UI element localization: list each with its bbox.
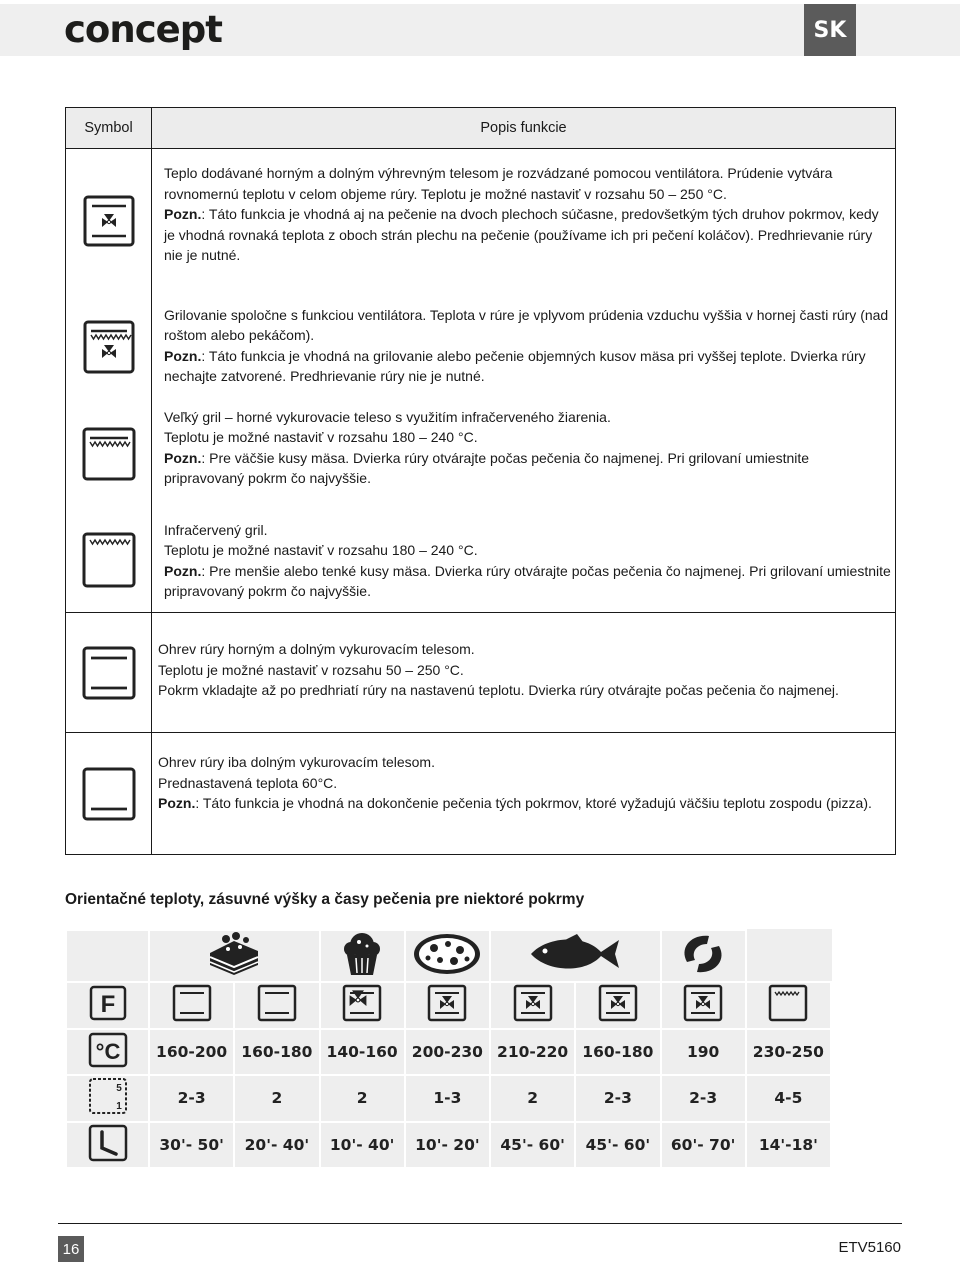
time-value: 45'- 60' [490,1122,575,1169]
description-note [164,204,891,266]
fish-icon [527,934,623,974]
row-label-cell [66,1075,149,1122]
shelf-level-value: 2-3 [149,1075,234,1122]
pizza-icon [412,932,482,976]
description-text: Ohrev rúry iba dolným vykurovacím telesom. [158,754,435,770]
description-text: Ohrev rúry horným a dolným vykurovacím telesom. [158,641,475,657]
shelf-level-value: 2 [320,1075,405,1122]
temperature-value: 200-230 [405,1029,490,1076]
food-cell [661,930,746,982]
function-row [66,508,896,613]
brand-logo: concept [64,8,222,51]
description-cell [152,733,896,855]
oven-fan-top-bottom-heat-icon [513,984,553,1022]
time-value: 60'- 70' [661,1122,746,1169]
oven-large-grill-icon [81,426,137,482]
function-f-label: F [100,991,115,1019]
description-cell [152,508,896,613]
food-icons-row [66,930,831,982]
food-cell [149,930,320,982]
corner-cell [66,930,149,982]
row-label-cell [66,1122,149,1169]
oven-fan-top-bottom-heat-icon [683,984,723,1022]
muffin-icon [337,931,387,977]
oven-top-bottom-heat-icon [172,984,212,1022]
sausage-icon [675,932,731,976]
oven-infrared-grill-icon [81,531,137,589]
shelf-level-icon [88,1077,128,1115]
shelf-level-value: 2 [234,1075,319,1122]
shelf-level-row [66,1075,831,1122]
time-value: 14'-18' [746,1122,831,1169]
description-text: Grilovanie spoločne s funkciou ventilátora. Teplota v rúre je vplyvom prúdenia vzduchu vyššia v hornej časti rúry (nad roštom alebo pekáčom). [164,306,889,344]
function-icon-cell [575,982,660,1029]
description-text: Infračervený gril. [164,521,268,538]
function-icon-cell [234,982,319,1029]
symbol-cell [66,149,152,293]
function-f-icon [89,985,127,1021]
shelf-bottom-label: 1 [115,1101,122,1113]
time-value: 10'- 40' [320,1122,405,1169]
language-badge: SK [804,4,856,56]
section-title: Orientačné teploty, zásuvné výšky a časy pečenia pre niektoré pokrmy [65,891,585,908]
shelf-level-value: 4-5 [746,1075,831,1122]
function-row [66,149,896,293]
description-cell [152,613,896,733]
row-label-cell [66,982,149,1029]
shelf-level-value: 2-3 [661,1075,746,1122]
note-text: : Táto funkcia je vhodná aj na pečenie na dvoch plechoch súčasne, predovšetkým tých druhov pokrmov, kedy je vhodná rovnaká teplota z oboch strán plechu na pečenie (používame ich pri pečení koláčov). Predhrievanie rúry nie je nutné. [164,206,879,264]
function-row [66,401,896,508]
temperature-row [66,1029,831,1076]
function-icon-cell [661,982,746,1029]
layer-cake-icon [204,931,264,977]
temperature-value: 230-250 [746,1029,831,1076]
description-note [158,793,891,814]
shelf-level-value: 2-3 [575,1075,660,1122]
note-label: Pozn. [158,795,196,812]
function-icon-cell [405,982,490,1029]
temperature-value: 160-180 [234,1029,319,1076]
oven-top-bottom-heat-icon [81,645,137,701]
temperature-value: 160-180 [575,1029,660,1076]
function-row [66,733,896,855]
time-row [66,1122,831,1169]
symbol-cell [66,613,152,733]
description-text: Teplo dodávané horným a dolným výhrevným telesom je rozvádzané pomocou ventilátora. Prúdenie vytvára rovnomernú teplotu v celom objeme rúry. Teplotu je možné nastaviť v rozsahu 50 – 250 °C. [164,165,833,202]
oven-fan-top-bottom-heat-icon [82,194,136,248]
clock-time-icon [88,1124,128,1162]
time-value: 20'- 40' [234,1122,319,1169]
note-text: : Táto funkcia je vhodná na dokončenie pečenia tých pokrmov, ktoré vyžadujú väčšiu teplotu zospodu (pizza). [195,795,872,812]
shelf-level-value: 2 [490,1075,575,1122]
description-text: Veľký gril – horné vykurovacie teleso s využitím infračerveného žiarenia. [164,408,611,425]
function-icon-cell [490,982,575,1029]
note-label: Pozn. [164,347,202,364]
description-text: Teplotu je možné nastaviť v rozsahu 180 – 240 °C. [164,542,478,559]
temperature-label: °C [95,1038,120,1064]
oven-infrared-grill-icon [768,984,808,1022]
oven-bottom-heat-icon [81,766,137,822]
time-value: 45'- 60' [575,1122,660,1169]
oven-fan-top-bottom-heat-icon [427,984,467,1022]
description-text: Teplotu je možné nastaviť v rozsahu 50 – 250 °C. [158,661,464,678]
description-text: Prednastavená teplota 60°C. [158,774,338,791]
temperature-value: 190 [661,1029,746,1076]
note-text: : Pre väčšie kusy mäsa. Dvierka rúry otvárajte počas pečenia čo najmenej. Pri grilovaní umiestnite pripravovaný pokrm čo najvyššie. [164,449,810,487]
symbol-cell [66,401,152,508]
cooking-table [65,929,832,1169]
description-note [164,561,891,602]
note-label: Pozn. [164,449,202,466]
description-cell [152,401,896,508]
time-value: 10'- 20' [405,1122,490,1169]
temperature-celsius-icon [88,1032,128,1068]
row-label-cell [66,1029,149,1076]
function-icon-cell [746,982,831,1029]
shelf-level-value: 1-3 [405,1075,490,1122]
food-cell [490,930,661,982]
description-column-header: Popis funkcie [152,108,896,149]
note-text: : Táto funkcia je vhodná na grilovanie alebo pečenie objemných kusov mäsa pri vyššej teplote. Dvierka rúry nechajte zatvorené. Predhrievanie rúry nie je nutné. [164,347,866,385]
functions-table [65,107,896,855]
function-row [66,613,896,733]
function-row [66,293,896,401]
oven-top-bottom-heat-icon [257,984,297,1022]
note-text: : Pre menšie alebo tenké kusy mäsa. Dvierka rúry otvárajte počas pečenia čo najmenej. Pri grilovaní umiestnite pripravovaný pokrm čo najvyššie. [164,562,891,600]
symbol-cell [66,293,152,401]
symbol-cell [66,733,152,855]
symbol-column-header: Symbol [66,108,152,149]
function-row [66,982,831,1029]
description-cell [152,293,896,401]
temperature-value: 160-200 [149,1029,234,1076]
header-bar [0,4,960,56]
food-cell [405,930,490,982]
shelf-top-label: 5 [115,1083,122,1095]
oven-fan-top-bottom-heat-icon [342,984,382,1022]
food-cell [320,930,405,982]
oven-fan-grill-icon [82,319,136,375]
model-number: ETV5160 [838,1239,901,1256]
function-icon-cell [149,982,234,1029]
description-text: Pokrm vkladajte až po predhriatí rúry na nastavenú teplotu. Dvierka rúry otvárajte počas pečenia čo najmenej. [158,682,839,699]
description-cell [152,149,896,293]
oven-fan-top-bottom-heat-icon [598,984,638,1022]
description-note [164,448,891,489]
description-text: Teplotu je možné nastaviť v rozsahu 180 – 240 °C. [164,429,478,446]
footer-divider [58,1223,902,1224]
time-value: 30'- 50' [149,1122,234,1169]
temperature-value: 210-220 [490,1029,575,1076]
temperature-value: 140-160 [320,1029,405,1076]
note-label: Pozn. [164,206,202,223]
note-label: Pozn. [164,562,202,579]
symbol-cell [66,508,152,613]
description-note [164,346,891,387]
function-icon-cell [320,982,405,1029]
page-number: 16 [58,1236,84,1262]
